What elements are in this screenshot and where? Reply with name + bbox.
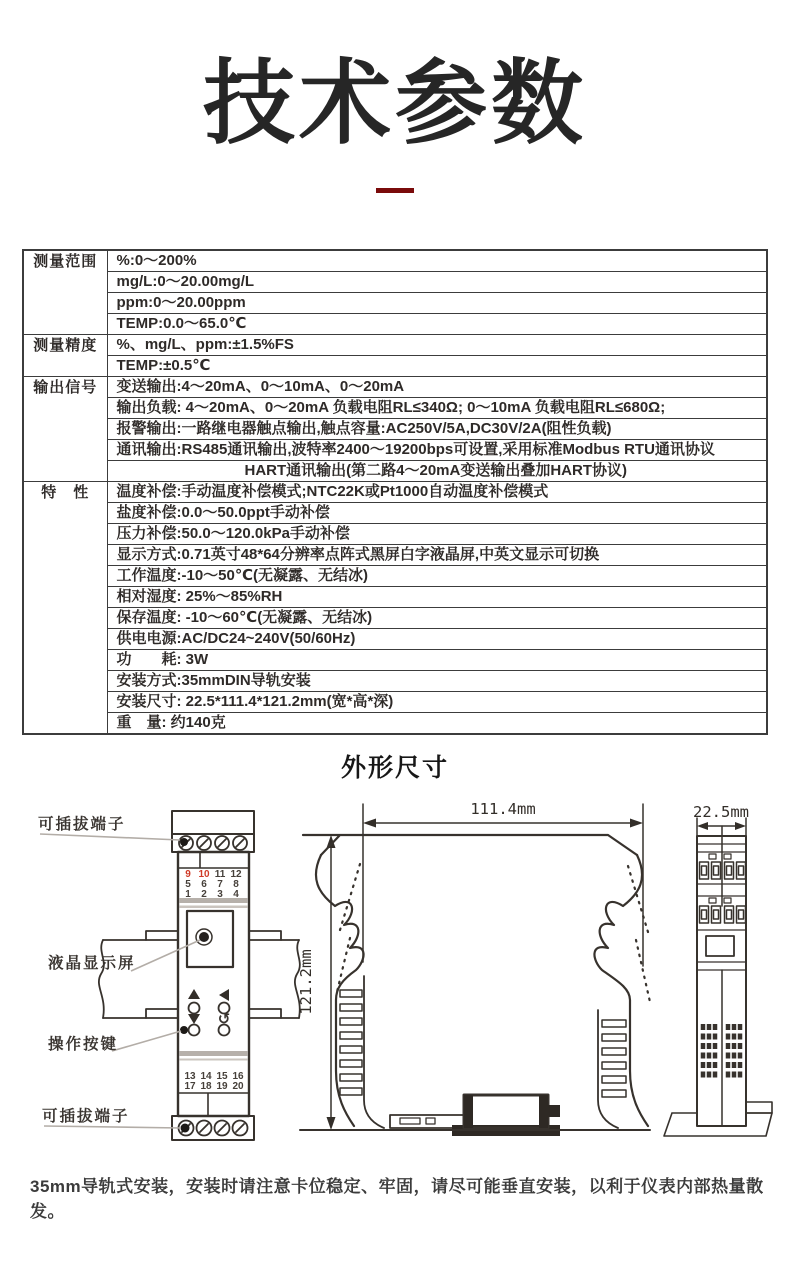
terminal-number: 2 xyxy=(201,888,207,900)
spec-value-cell: 功 耗: 3W xyxy=(107,649,767,670)
label-pluggable-terminal-top: 可插拔端子 xyxy=(38,815,126,833)
vent-slots-right xyxy=(602,1020,626,1097)
table-row xyxy=(23,460,767,481)
gray-band xyxy=(180,1051,248,1056)
spec-value-cell: 报警输出:一路继电器触点输出,触点容量:AC250V/5A,DC30V/2A(阻性负载) xyxy=(107,418,767,439)
vent-slots-left xyxy=(340,990,362,1095)
spec-value-cell: 保存温度: -10～60℃(无凝露、无结冰) xyxy=(107,607,767,628)
dimension-height xyxy=(363,804,643,966)
page-title: 技术参数 xyxy=(202,53,587,155)
terminal-number: 19 xyxy=(216,1080,228,1092)
up-arrow-icon xyxy=(188,989,200,999)
terminal-number: 10 xyxy=(198,868,210,880)
dimension-drawing xyxy=(0,784,790,1168)
spec-value-cell: ppm:0～20.00ppm xyxy=(107,292,767,313)
arrowhead xyxy=(363,818,376,827)
terminal-number: 9 xyxy=(185,868,191,880)
terminal-number: 16 xyxy=(232,1070,244,1082)
terminal-screws xyxy=(179,836,247,850)
end-view-drawing xyxy=(664,818,772,1136)
down-arrow-icon xyxy=(188,1014,200,1024)
dim-label-width: 22.5mm xyxy=(693,802,749,821)
terminal-number: 17 xyxy=(184,1080,196,1092)
dimension-depth xyxy=(327,835,336,1130)
end-rail xyxy=(664,1102,772,1136)
spec-value-cell: TEMP:0.0～65.0℃ xyxy=(107,313,767,334)
terminal-number: 1 xyxy=(185,888,191,900)
bottom-terminal-block xyxy=(172,1116,254,1140)
hidden-dotted-lines xyxy=(336,864,650,1002)
table-row xyxy=(23,313,767,334)
spec-value-cell: 工作温度:-10～50℃(无凝露、无结冰) xyxy=(107,565,767,586)
leader-dot xyxy=(180,838,188,846)
terminal-number: 18 xyxy=(200,1080,212,1092)
spec-category-cell: 测量范围 xyxy=(23,250,107,335)
table-row xyxy=(23,439,767,460)
table-row xyxy=(23,271,767,292)
table-row xyxy=(23,502,767,523)
leader-dot xyxy=(199,932,209,942)
title-underline-dash xyxy=(376,188,414,193)
spec-category-cell: 测量精度 xyxy=(23,334,107,376)
spec-value-cell: 安装方式:35mmDIN导轨安装 xyxy=(107,670,767,691)
spec-value-cell: 显示方式:0.71英寸48*64分辨率点阵式黑屏白字液晶屏,中英文显示可切换 xyxy=(107,544,767,565)
terminal-number: 4 xyxy=(233,888,239,900)
arrowhead xyxy=(327,1117,336,1130)
spec-value-cell: HART通讯输出(第二路4～20mA变送输出叠加HART协议) xyxy=(107,460,767,481)
spec-value-cell: 温度补偿:手动温度补偿模式;NTC22K或Pt1000自动温度补偿模式 xyxy=(107,481,767,502)
table-row xyxy=(23,334,767,355)
rail-break-line xyxy=(99,940,104,1018)
rotate-enter-icon: ↺ xyxy=(217,1009,231,1028)
left-arrow-icon xyxy=(219,989,229,1001)
spec-value-cell: TEMP:±0.5℃ xyxy=(107,355,767,376)
spec-table xyxy=(22,249,768,735)
gray-band xyxy=(180,905,248,908)
table-row xyxy=(23,565,767,586)
table-row xyxy=(23,544,767,565)
spec-value-cell: 输出负载: 4～20mA、0～20mA 负载电阻RL≤340Ω; 0～10mA 负载电阻RL≤680Ω; xyxy=(107,397,767,418)
table-row xyxy=(23,418,767,439)
arrowhead xyxy=(697,822,708,830)
table-row xyxy=(23,481,767,502)
table-row xyxy=(23,250,767,272)
terminal-number: 5 xyxy=(185,878,191,890)
table-row xyxy=(23,649,767,670)
terminal-number: 13 xyxy=(184,1070,196,1082)
spec-value-cell: 重 量: 约140克 xyxy=(107,712,767,734)
terminal-number: 8 xyxy=(233,878,239,890)
dim-label-height: 111.4mm xyxy=(470,799,536,818)
leader-dot xyxy=(181,1123,190,1132)
label-pluggable-terminal-bottom: 可插拔端子 xyxy=(42,1107,130,1125)
terminal-number: 15 xyxy=(216,1070,228,1082)
terminal-number: 7 xyxy=(217,878,223,890)
terminal-numbers-bottom xyxy=(184,1071,244,1092)
arrowhead xyxy=(630,818,643,827)
arrowhead xyxy=(735,822,746,830)
spec-category-cell: 输出信号 xyxy=(23,376,107,481)
front-view-drawing xyxy=(99,811,300,1140)
installation-note: 35mm导轨式安装，安装时请注意卡位稳定、牢固，请尽可能垂直安装，以利于仪表内部热量散发。 xyxy=(30,1176,764,1221)
spec-category-cell: 特 性 xyxy=(23,481,107,734)
table-row xyxy=(23,397,767,418)
end-latch xyxy=(706,936,734,956)
label-lcd-screen: 液晶显示屏 xyxy=(48,954,136,972)
table-row xyxy=(23,376,767,397)
spec-value-cell: %:0～200% xyxy=(107,250,767,272)
section-title-dimensions: 外形尺寸 xyxy=(340,753,449,782)
terminal-number: 12 xyxy=(230,868,242,880)
table-row xyxy=(23,628,767,649)
top-terminal-block xyxy=(172,811,254,852)
label-operation-keys: 操作按键 xyxy=(48,1035,119,1053)
table-row xyxy=(23,355,767,376)
table-row xyxy=(23,691,767,712)
table-row xyxy=(23,523,767,544)
terminal-numbers-top xyxy=(185,869,242,900)
button-up xyxy=(189,1002,200,1013)
table-row xyxy=(23,712,767,734)
spec-value-cell: 变送输出:4～20mA、0～10mA、0～20mA xyxy=(107,376,767,397)
table-row xyxy=(23,292,767,313)
side-view-drawing xyxy=(300,804,650,1136)
spec-value-cell: 安装尺寸: 22.5*111.4*121.2mm(宽*高*深) xyxy=(107,691,767,712)
leader-dot xyxy=(180,1026,188,1034)
gray-band xyxy=(180,1058,248,1060)
table-row xyxy=(23,586,767,607)
table-row xyxy=(23,670,767,691)
spec-value-cell: 供电电源:AC/DC24~240V(50/60Hz) xyxy=(107,628,767,649)
spec-value-cell: 通讯输出:RS485通讯输出,波特率2400～19200bps可设置,采用标准Modbus RTU通讯协议 xyxy=(107,439,767,460)
terminal-number: 14 xyxy=(200,1070,212,1082)
spec-value-cell: mg/L:0～20.00mg/L xyxy=(107,271,767,292)
terminal-number: 3 xyxy=(217,888,223,900)
operation-buttons xyxy=(180,989,230,1036)
terminal-number: 11 xyxy=(214,868,226,880)
dim-label-depth: 121.2mm xyxy=(297,949,315,1015)
table-row xyxy=(23,607,767,628)
spec-sheet-page xyxy=(0,53,790,1222)
spec-value-cell: %、mg/L、ppm:±1.5%FS xyxy=(107,334,767,355)
lcd-display xyxy=(187,911,233,967)
terminal-number: 20 xyxy=(232,1080,244,1092)
leader-lines xyxy=(40,834,200,1128)
spec-value-cell: 压力补偿:50.0～120.0kPa手动补偿 xyxy=(107,523,767,544)
spec-value-cell: 相对湿度: 25%～85%RH xyxy=(107,586,767,607)
spec-value-cell: 盐度补偿:0.0～50.0ppt手动补偿 xyxy=(107,502,767,523)
button-down xyxy=(189,1024,200,1035)
terminal-number: 6 xyxy=(201,878,207,890)
